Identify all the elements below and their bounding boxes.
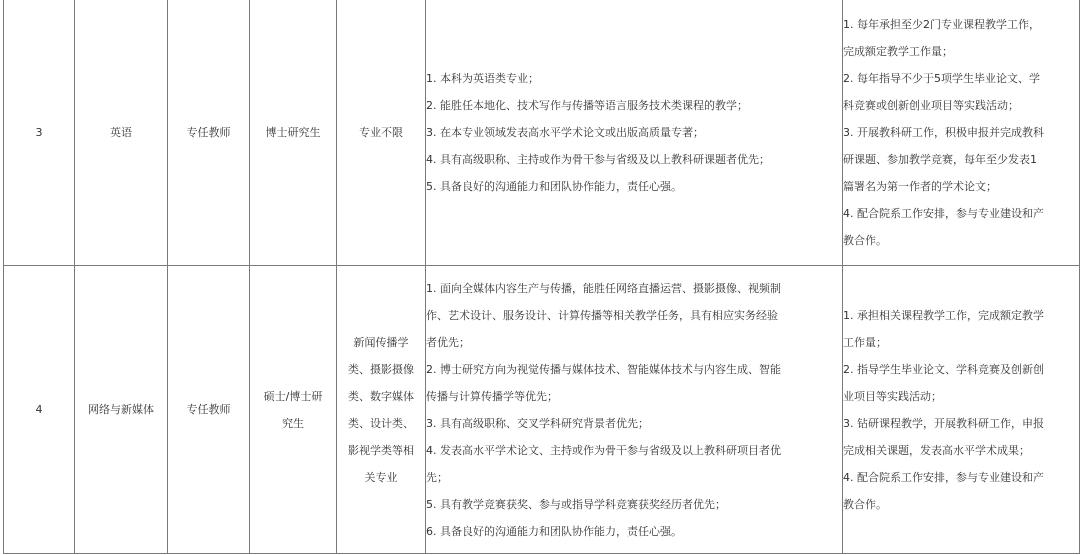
duty-line: 科竞赛或创新创业项目等实践活动； (843, 99, 1019, 112)
major-cell (337, 266, 426, 554)
degree-cell (250, 266, 337, 554)
discipline-cell: 英语 (75, 0, 168, 266)
table-row (4, 0, 1080, 266)
table-row (4, 266, 1080, 554)
duty-line: 2. 每年指导不少于5项学生毕业论文、学 (843, 72, 1040, 85)
position-type-cell: 专任教师 (168, 266, 250, 554)
requirements-cell (426, 0, 843, 266)
duty-line: 业项目等实践活动； (843, 389, 942, 403)
requirement-line: 3. 具有高级职称、交叉学科研究背景者优先； (426, 416, 649, 430)
requirement-line: 5. 具有教学竞赛获奖、参与或指导学科竞赛获奖经历者优先； (426, 497, 726, 511)
duty-line: 1. 每年承担至少2门专业课程教学工作， (843, 18, 1040, 31)
requirement-line: 3. 在本专业领域发表高水平学术论文或出版高质量专著； (426, 126, 704, 139)
duty-line: 工作量； (843, 335, 887, 349)
duty-line: 篇署名为第一作者的学术论文； (843, 180, 997, 193)
duty-line: 教合作。 (843, 234, 887, 247)
duty-line: 教合作。 (843, 497, 887, 511)
duties-cell (843, 0, 1080, 266)
requirement-line: 4. 具有高级职称、主持或作为骨干参与省级及以上教科研课题者优先； (426, 153, 770, 166)
duty-line: 1. 承担相关课程教学工作，完成额定教学 (843, 308, 1044, 322)
requirement-line: 4. 发表高水平学术论文、主持或作为骨干参与省级及以上教科研项目者优 (426, 443, 781, 457)
duty-line: 完成相关课题，发表高水平学术成果； (843, 443, 1030, 457)
requirements-cell (426, 266, 843, 554)
recruitment-table (3, 0, 1080, 554)
major-line: 类、设计类、 (348, 416, 414, 430)
requirement-line: 作、艺术设计、服务设计、计算传播等相关教学任务，具有相应实务经验 (426, 308, 778, 322)
duty-line: 4. 配合院系工作安排，参与专业建设和产 (843, 470, 1044, 484)
major-line: 影视学类等相 (348, 443, 414, 457)
major-cell: 专业不限 (337, 0, 426, 266)
degree-line: 硕士/博士研 (263, 389, 323, 403)
major-line: 类、摄影摄像 (348, 362, 414, 376)
duty-line: 4. 配合院系工作安排，参与专业建设和产 (843, 207, 1044, 220)
degree-cell: 博士研究生 (250, 0, 337, 266)
requirement-line: 传播与计算传播学等优先； (426, 389, 558, 403)
requirement-line: 者优先； (426, 335, 470, 349)
duty-line: 研课题、参加教学竞赛，每年至少发表1 (843, 153, 1037, 166)
requirement-line: 2. 能胜任本地化、技术写作与传播等语言服务技术类课程的教学； (426, 99, 748, 112)
requirement-line: 1. 本科为英语类专业； (426, 72, 539, 85)
degree-line: 究生 (282, 416, 304, 430)
row-number: 4 (4, 266, 75, 554)
row-number: 3 (4, 0, 75, 266)
duty-line: 2. 指导学生毕业论文、学科竞赛及创新创 (843, 362, 1044, 376)
major-line: 类、数字媒体 (348, 389, 414, 403)
duty-line: 完成额定教学工作量； (843, 45, 953, 58)
duties-cell (843, 266, 1080, 554)
requirement-line: 2. 博士研究方向为视觉传播与媒体技术、智能媒体技术与内容生成、智能 (426, 362, 781, 376)
major-line: 新闻传播学 (353, 335, 409, 349)
requirement-line: 先； (426, 470, 448, 484)
requirement-line: 1. 面向全媒体内容生产与传播，能胜任网络直播运营、摄影摄像、视频制 (426, 281, 781, 295)
discipline-cell: 网络与新媒体 (75, 266, 168, 554)
requirement-line: 5. 具备良好的沟通能力和团队协作能力，责任心强。 (426, 180, 682, 193)
duty-line: 3. 开展教科研工作，积极申报并完成教科 (843, 126, 1044, 139)
duty-line: 3. 钻研课程教学，开展教科研工作，申报 (843, 416, 1044, 430)
major-line: 关专业 (364, 470, 398, 484)
position-type-cell: 专任教师 (168, 0, 250, 266)
requirement-line: 6. 具备良好的沟通能力和团队协作能力，责任心强。 (426, 524, 682, 538)
